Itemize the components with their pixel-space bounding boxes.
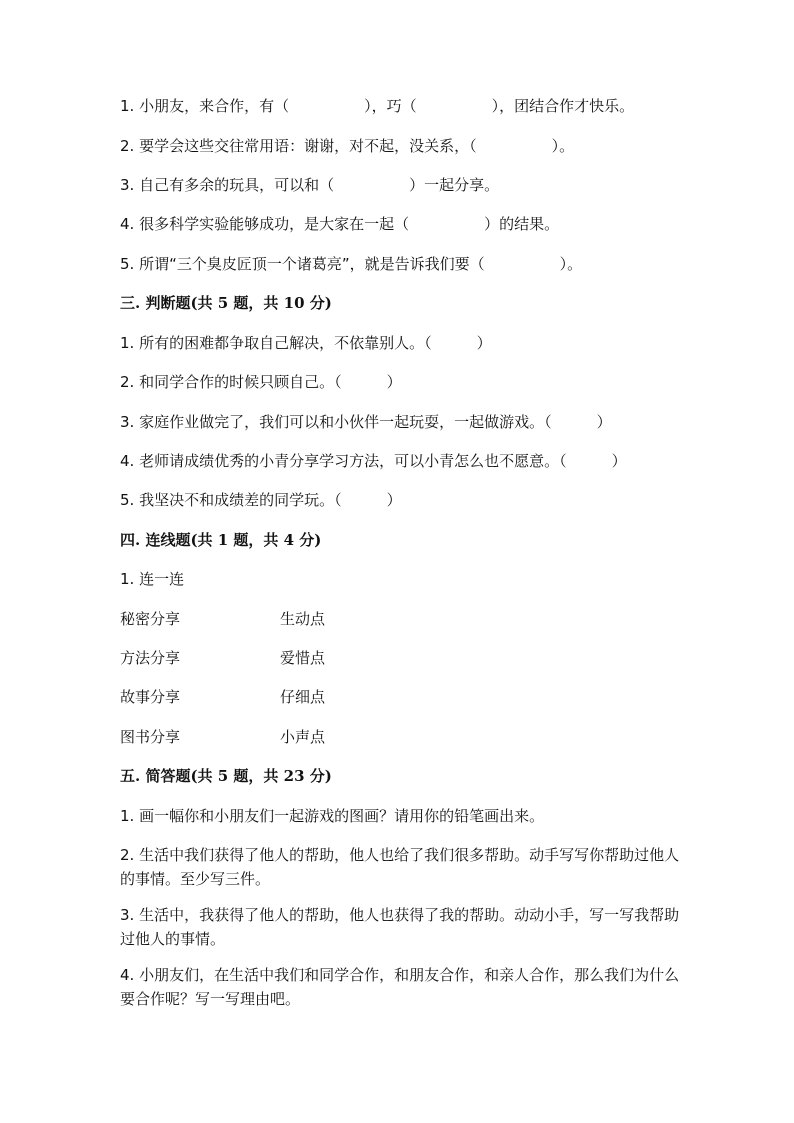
matching-left-item: 方法分享 [120, 649, 181, 667]
matching-left-item: 故事分享 [120, 688, 181, 706]
short-answer-item-4: 4. 小朋友们，在生活中我们和同学合作，和朋友合作，和亲人合作，那么我们为什么要合作呢？写一写理由吧。 [120, 966, 680, 1008]
fill-in-item-1: 1. 小朋友，来合作，有（ ），巧（ ），团结合作才快乐。 [120, 97, 635, 115]
section-heading-true-false: 三. 判断题(共 5 题，共 10 分) [120, 294, 332, 312]
fill-in-item-5: 5. 所谓“三个臭皮匠顶一个诸葛亮”，就是告诉我们要（ ）。 [120, 255, 583, 273]
fill-in-item-4: 4. 很多科学实验能够成功，是大家在一起（ ）的结果。 [120, 215, 560, 233]
fill-in-item-3: 3. 自己有多余的玩具，可以和（ ）一起分享。 [120, 176, 500, 194]
matching-right-item: 生动点 [280, 610, 326, 628]
true-false-item-3: 3. 家庭作业做完了，我们可以和小伙伴一起玩耍，一起做游戏。（ ） [120, 413, 612, 431]
true-false-item-5: 5. 我坚决不和成绩差的同学玩。（ ） [120, 491, 402, 509]
fill-in-item-2: 2. 要学会这些交往常用语：谢谢，对不起，没关系，（ ）。 [120, 137, 575, 155]
true-false-item-4: 4. 老师请成绩优秀的小青分享学习方法，可以小青怎么也不愿意。（ ） [120, 452, 627, 470]
section-heading-matching: 四. 连线题(共 1 题，共 4 分) [120, 531, 322, 549]
matching-right-item: 仔细点 [280, 688, 326, 706]
matching-prompt: 1. 连一连 [120, 570, 185, 588]
matching-right-item: 小声点 [280, 728, 326, 746]
section-heading-short-answer: 五. 简答题(共 5 题，共 23 分) [120, 767, 332, 785]
matching-left-item: 秘密分享 [120, 610, 181, 628]
short-answer-item-3: 3. 生活中，我获得了他人的帮助，他人也获得了我的帮助。动动小手，写一写我帮助过他人的事情。 [120, 906, 680, 948]
short-answer-item-1: 1. 画一幅你和小朋友们一起游戏的图画？请用你的铅笔画出来。 [120, 807, 545, 825]
matching-left-item: 图书分享 [120, 728, 181, 746]
true-false-item-2: 2. 和同学合作的时候只顾自己。（ ） [120, 373, 402, 391]
true-false-item-1: 1. 所有的困难都争取自己解决，不依靠别人。（ ） [120, 334, 492, 352]
matching-right-item: 爱惜点 [280, 649, 326, 667]
short-answer-item-2: 2. 生活中我们获得了他人的帮助，他人也给了我们很多帮助。动手写写你帮助过他人的事情。至少写三件。 [120, 846, 680, 888]
